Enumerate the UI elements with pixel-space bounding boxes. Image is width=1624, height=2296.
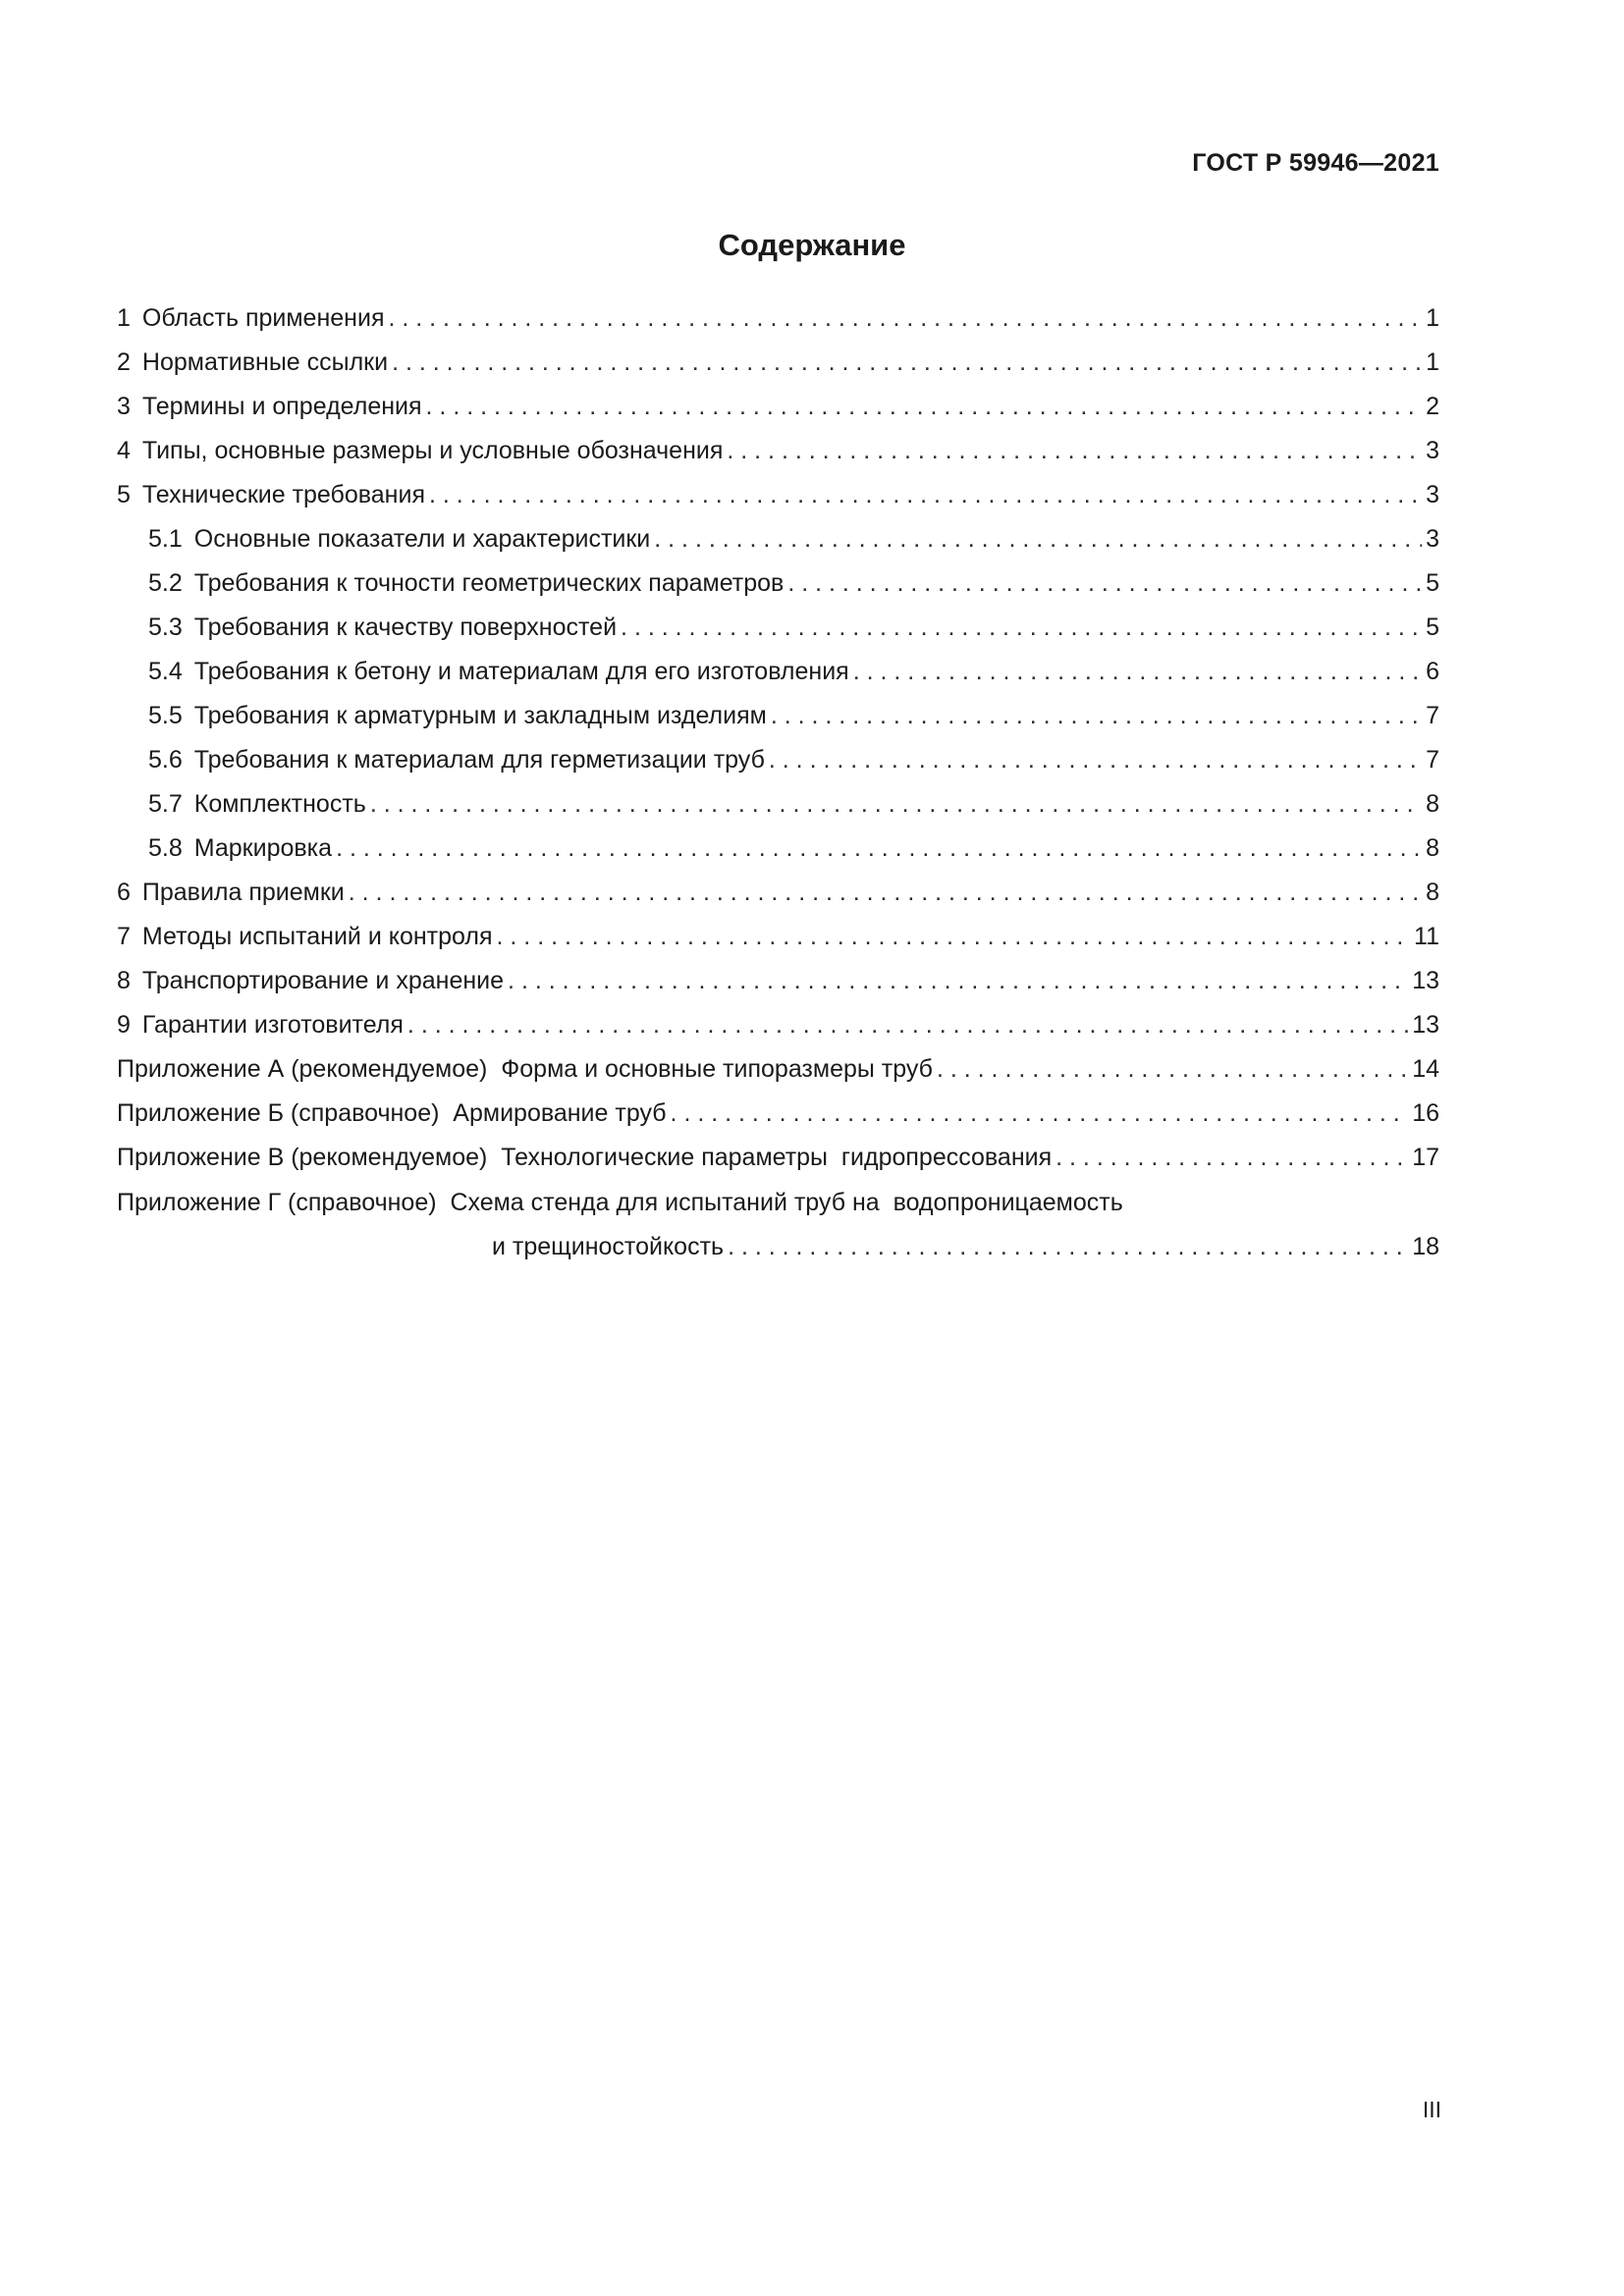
toc-entry-8[interactable] [117, 959, 1439, 1003]
toc-entry-number: 9 [117, 1011, 131, 1039]
toc-entry-7[interactable] [117, 915, 1439, 959]
toc-entry-5-7[interactable] [117, 782, 1439, 827]
toc-entry-number: 5.4 [148, 658, 183, 685]
toc-entry-page: 8 [1426, 834, 1439, 862]
dot-leader [497, 915, 1411, 959]
toc-entry-label: Основные показатели и характеристики [193, 525, 651, 553]
toc-entry-number: 4 [117, 437, 131, 464]
toc-entry-label: Комплектность [193, 790, 366, 818]
toc-entry-label: Требования к арматурным и закладным изделиям [193, 702, 767, 729]
toc-entry-5-5[interactable] [117, 694, 1439, 738]
toc-appendix-g-continuation[interactable] [117, 1225, 1439, 1269]
dot-leader [937, 1047, 1408, 1092]
toc-entry-label: Технические требования [141, 481, 425, 508]
toc-entry-label: Приложение Б (справочное) Армирование труб [117, 1099, 667, 1127]
toc-entry-number: 5.8 [148, 834, 183, 862]
dot-leader [728, 1225, 1408, 1269]
toc-entry-page: 2 [1426, 393, 1439, 420]
toc-entry-label: Термины и определения [141, 393, 422, 420]
toc-entry-label: Требования к материалам для герметизации труб [193, 746, 765, 774]
toc-entry-label: Типы, основные размеры и условные обозначения [141, 437, 724, 464]
toc-entry-5-2[interactable] [117, 561, 1439, 606]
dot-leader [388, 296, 1422, 341]
dot-leader [671, 1092, 1409, 1136]
toc-entry-page: 7 [1426, 746, 1439, 774]
toc-entry-label: Область применения [141, 304, 385, 332]
dot-leader [407, 1003, 1408, 1047]
toc-appendix-b[interactable] [117, 1092, 1439, 1136]
toc-entry-5-1[interactable] [117, 517, 1439, 561]
dot-leader [771, 694, 1422, 738]
toc-entry-page: 1 [1426, 348, 1439, 376]
toc-entry-number: 3 [117, 393, 131, 420]
toc-entry-page: 14 [1412, 1055, 1439, 1083]
toc-entry-5-3[interactable] [117, 606, 1439, 650]
document-code: ГОСТ Р 59946—2021 [1192, 149, 1439, 177]
toc-entry-label: Требования к качеству поверхностей [193, 614, 618, 641]
toc-entry-page: 11 [1414, 923, 1439, 950]
toc-appendix-a[interactable] [117, 1047, 1439, 1092]
toc-entry-number: 5.5 [148, 702, 183, 729]
dot-leader [429, 473, 1422, 517]
toc-entry-1[interactable] [117, 296, 1439, 341]
toc-appendix-g[interactable] [117, 1180, 1439, 1225]
toc-entry-page: 3 [1426, 481, 1439, 508]
toc-entry-page: 5 [1426, 569, 1439, 597]
toc-entry-page: 8 [1426, 879, 1439, 906]
toc-entry-page: 3 [1426, 525, 1439, 553]
toc-entry-4[interactable] [117, 429, 1439, 473]
toc-entry-label: Требования к бетону и материалам для его изготовления [193, 658, 849, 685]
toc-appendix-v[interactable] [117, 1136, 1439, 1180]
toc-entry-page: 3 [1426, 437, 1439, 464]
toc-entry-page: 1 [1426, 304, 1439, 332]
toc-entry-label: Правила приемки [141, 879, 345, 906]
dot-leader [336, 827, 1422, 871]
dot-leader [508, 959, 1408, 1003]
dot-leader [654, 517, 1422, 561]
toc-entry-number: 5 [117, 481, 131, 508]
toc-entry-page: 6 [1426, 658, 1439, 685]
toc-entry-3[interactable] [117, 385, 1439, 429]
toc-entry-label: Требования к точности геометрических параметров [193, 569, 785, 597]
toc-entry-page: 13 [1412, 1011, 1439, 1039]
dot-leader [621, 606, 1422, 650]
toc-entry-number: 1 [117, 304, 131, 332]
toc-entry-label: Транспортирование и хранение [141, 967, 505, 994]
dot-leader [853, 650, 1422, 694]
dot-leader [349, 871, 1422, 915]
table-of-contents [117, 296, 1439, 1269]
toc-entry-label: Методы испытаний и контроля [141, 923, 493, 950]
toc-entry-number: 5.7 [148, 790, 183, 818]
toc-entry-number: 6 [117, 879, 131, 906]
toc-entry-5[interactable] [117, 473, 1439, 517]
toc-title: Содержание [718, 228, 906, 262]
toc-entry-number: 5.1 [148, 525, 183, 553]
dot-leader [426, 385, 1423, 429]
toc-entry-number: 5.6 [148, 746, 183, 774]
toc-entry-label: Приложение В (рекомендуемое) Технологические параметры гидропрессования [117, 1144, 1053, 1171]
toc-entry-6[interactable] [117, 871, 1439, 915]
dot-leader [727, 429, 1422, 473]
toc-entry-label: Гарантии изготовителя [141, 1011, 404, 1039]
dot-leader [787, 561, 1422, 606]
toc-entry-page: 7 [1426, 702, 1439, 729]
toc-entry-page: 5 [1426, 614, 1439, 641]
toc-entry-number: 5.3 [148, 614, 183, 641]
toc-entry-5-8[interactable] [117, 827, 1439, 871]
toc-entry-number: 5.2 [148, 569, 183, 597]
toc-entry-label: Приложение А (рекомендуемое) Форма и основные типоразмеры труб [117, 1055, 933, 1083]
dot-leader [370, 782, 1422, 827]
toc-entry-label: Маркировка [193, 834, 333, 862]
toc-entry-number: 8 [117, 967, 131, 994]
toc-entry-page: 18 [1412, 1233, 1439, 1260]
page-number: III [1422, 2097, 1441, 2122]
toc-entry-label: Приложение Г (справочное) Схема стенда для испытаний труб на водопроницаемость [117, 1189, 1123, 1216]
toc-entry-number: 7 [117, 923, 131, 950]
dot-leader [769, 738, 1422, 782]
toc-entry-label: и трещиностойкость [492, 1233, 725, 1260]
dot-leader [1056, 1136, 1408, 1180]
toc-entry-9[interactable] [117, 1003, 1439, 1047]
toc-entry-page: 16 [1412, 1099, 1439, 1127]
toc-entry-page: 13 [1412, 967, 1439, 994]
toc-entry-2[interactable] [117, 341, 1439, 385]
toc-entry-5-4[interactable] [117, 650, 1439, 694]
toc-entry-page: 17 [1412, 1144, 1439, 1171]
toc-entry-label: Нормативные ссылки [141, 348, 389, 376]
toc-entry-5-6[interactable] [117, 738, 1439, 782]
toc-entry-page: 8 [1426, 790, 1439, 818]
toc-entry-number: 2 [117, 348, 131, 376]
dot-leader [392, 341, 1422, 385]
